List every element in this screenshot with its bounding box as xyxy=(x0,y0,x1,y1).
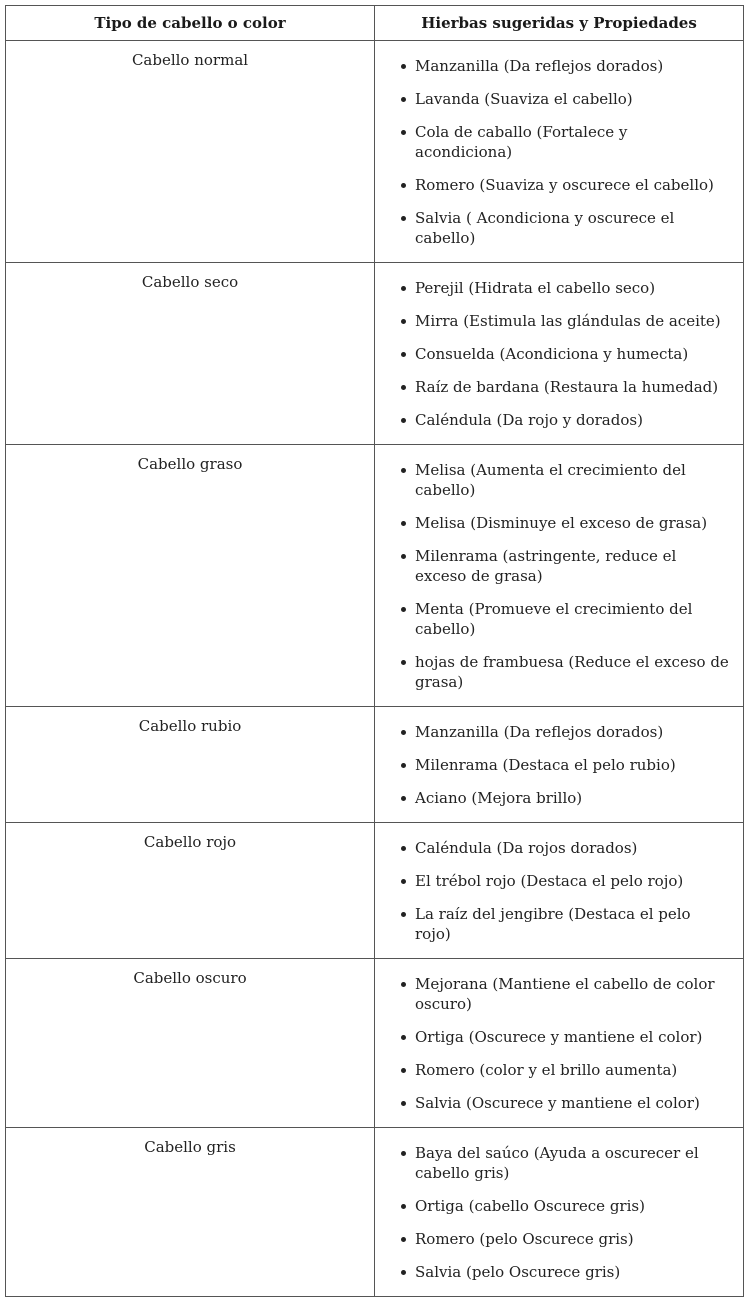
header-herbs: Hierbas sugeridas y Propiedades xyxy=(375,6,744,41)
list-item: Romero (pelo Oscurece gris) xyxy=(415,1229,733,1249)
list-item: La raíz del jengibre (Destaca el pelo rojo) xyxy=(415,904,733,944)
header-row xyxy=(6,6,744,41)
list-item: Salvia (Oscurece y mantiene el color) xyxy=(415,1093,733,1113)
list-item: Salvia ( Acondiciona y oscurece el cabello) xyxy=(415,208,733,248)
table-body xyxy=(6,41,744,1297)
list-item: Romero (Suaviza y oscurece el cabello) xyxy=(415,175,733,195)
herbs-list xyxy=(375,707,743,822)
list-item: Caléndula (Da rojos dorados) xyxy=(415,838,733,858)
hair-type-cell: Cabello rubio xyxy=(6,707,375,823)
list-item: Caléndula (Da rojo y dorados) xyxy=(415,410,733,430)
list-item: Ortiga (Oscurece y mantiene el color) xyxy=(415,1027,733,1047)
herbs-list xyxy=(375,1128,743,1296)
list-item: Salvia (pelo Oscurece gris) xyxy=(415,1262,733,1282)
herbs-cell xyxy=(375,263,744,445)
hair-type-cell: Cabello rojo xyxy=(6,823,375,959)
list-item: Melisa (Disminuye el exceso de grasa) xyxy=(415,513,733,533)
hair-type-cell: Cabello seco xyxy=(6,263,375,445)
herbs-table xyxy=(5,5,744,1297)
list-item: Manzanilla (Da reflejos dorados) xyxy=(415,722,733,742)
table-row xyxy=(6,445,744,707)
herbs-cell xyxy=(375,41,744,263)
list-item: Consuelda (Acondiciona y humecta) xyxy=(415,344,733,364)
hair-type-cell: Cabello oscuro xyxy=(6,959,375,1128)
list-item: Baya del saúco (Ayuda a oscurecer el cabello gris) xyxy=(415,1143,733,1183)
herbs-cell xyxy=(375,707,744,823)
list-item: Melisa (Aumenta el crecimiento del cabello) xyxy=(415,460,733,500)
herbs-cell xyxy=(375,1128,744,1297)
list-item: Romero (color y el brillo aumenta) xyxy=(415,1060,733,1080)
list-item: Milenrama (Destaca el pelo rubio) xyxy=(415,755,733,775)
herbs-list xyxy=(375,823,743,958)
table-row xyxy=(6,41,744,263)
herbs-list xyxy=(375,959,743,1127)
herbs-cell xyxy=(375,959,744,1128)
hair-type-cell: Cabello graso xyxy=(6,445,375,707)
list-item: Milenrama (astringente, reduce el exceso de grasa) xyxy=(415,546,733,586)
table-row xyxy=(6,707,744,823)
list-item: Lavanda (Suaviza el cabello) xyxy=(415,89,733,109)
herbs-cell xyxy=(375,823,744,959)
list-item: Menta (Promueve el crecimiento del cabello) xyxy=(415,599,733,639)
list-item: Mirra (Estimula las glándulas de aceite) xyxy=(415,311,733,331)
list-item: El trébol rojo (Destaca el pelo rojo) xyxy=(415,871,733,891)
table-row xyxy=(6,263,744,445)
hair-type-cell: Cabello normal xyxy=(6,41,375,263)
header-hair-type: Tipo de cabello o color xyxy=(6,6,375,41)
herbs-list xyxy=(375,445,743,706)
list-item: Cola de caballo (Fortalece y acondiciona) xyxy=(415,122,733,162)
herbs-list xyxy=(375,41,743,262)
herbs-list xyxy=(375,263,743,444)
table-row xyxy=(6,1128,744,1297)
table-row xyxy=(6,959,744,1128)
list-item: Raíz de bardana (Restaura la humedad) xyxy=(415,377,733,397)
list-item: hojas de frambuesa (Reduce el exceso de grasa) xyxy=(415,652,733,692)
table-row xyxy=(6,823,744,959)
list-item: Aciano (Mejora brillo) xyxy=(415,788,733,808)
list-item: Perejil (Hidrata el cabello seco) xyxy=(415,278,733,298)
herbs-cell xyxy=(375,445,744,707)
list-item: Ortiga (cabello Oscurece gris) xyxy=(415,1196,733,1216)
list-item: Manzanilla (Da reflejos dorados) xyxy=(415,56,733,76)
hair-type-cell: Cabello gris xyxy=(6,1128,375,1297)
list-item: Mejorana (Mantiene el cabello de color oscuro) xyxy=(415,974,733,1014)
table-header xyxy=(6,6,744,41)
